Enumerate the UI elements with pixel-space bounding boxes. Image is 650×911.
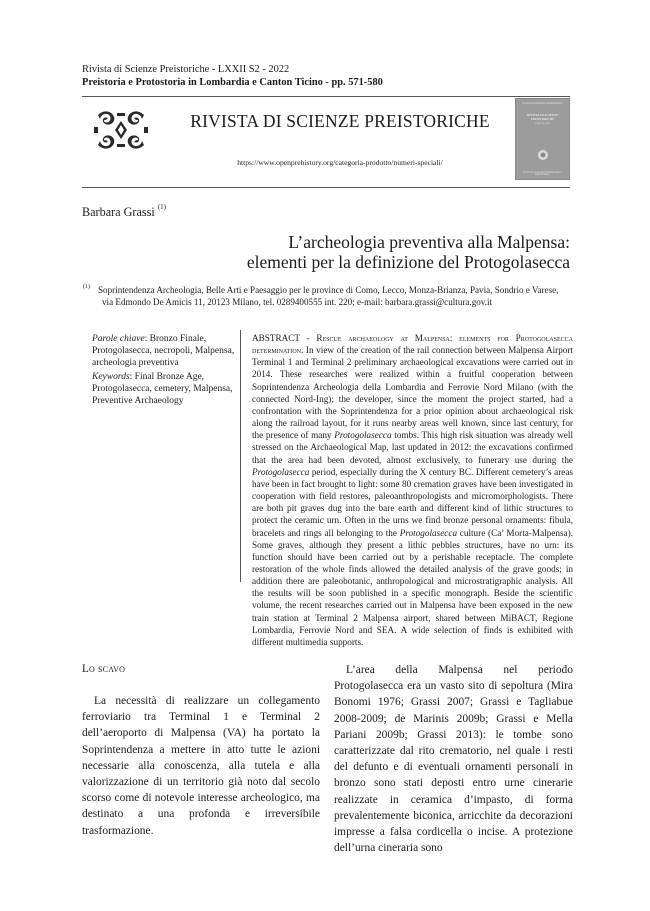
abstract [252, 332, 573, 648]
header-rule-bottom [82, 187, 570, 188]
affiliation [84, 284, 574, 308]
journal-cover-thumbnail [515, 98, 570, 180]
article-title-line-2: elementi per la definizione del Protogolasecca [246, 252, 570, 272]
abstract-text-1: In view of the creation of the rail connection between Malpensa Airport Terminal 1 and Terminal 2 preliminary archaeological excavations were carried out in 2014. These researches were realized within a fruitful cooperation between Soprintendenza Archeologia della Lombardia and Ferrovie Nord Milano (with the connected Nord-Ing); the developer, since the moment the project started, had a confrontation with the Soprintendenza for a prior opinion about archaeological risk along the railroad layout, for it runs nearby areas well known, since last century, for the presence of many [252, 345, 573, 441]
abstract-text-4: culture (Ca’ Morta-Malpensa). Some graves, although they present a lithic pebbles structures, have no urn: its function should have been carried out by a perishable receptacle. The complete restoration of the whole finds allowed the detailed analysis of the grave goods; in addition there are paleobotanic, anthropological and microstratigraphic analysis. All the results will be soon published in a specific monograph. Beside the scientific volume, the recent researches carried out in Malpensa have been exposed in the new train station at Terminal 2 Malpensa airport, shared between MiBACT, Regione Lombardia, Ferrovie Nord and SEA. A wide selection of finds is exhibited with different multimedia supports. [252, 527, 573, 647]
affiliation-line-2: via Edmondo De Amicis 11, 20123 Milano, tel. 0289400555 int. 220; e-mail: barbara.grassi@cultura.gov.it [102, 297, 493, 307]
journal-url: https://www.openprehistory.org/categoria-prodotto/numeri-speciali/ [237, 158, 443, 167]
abstract-term-1: Protogolasecca [334, 430, 392, 441]
running-header-journal: Rivista di Scienze Preistoriche - LXXII S2 - 2022 [82, 64, 290, 75]
journal-name: RIVISTA DI SCIENZE PREISTORICHE [190, 111, 490, 131]
keywords-divider [240, 330, 241, 582]
abstract-heading: Rescue archaeology at Malpensa: elements for Protogolasecca determination. [252, 333, 573, 356]
cover-subtitle: LXXII S2 - 2022 [534, 123, 550, 125]
abstract-text-2: tombs. This high risk situation was already well stressed on the Archaeological Map, last updated in 2012: the excavations confirmed that the area had been devoted, almost exclusively, to funerary use during the [252, 430, 573, 465]
journal-emblem-icon [92, 107, 150, 153]
keywords-english-label: Keywords [92, 372, 130, 382]
cover-emblem-icon [537, 149, 549, 161]
article-title-line-1: L’archeologia preventiva alla Malpensa: [288, 232, 570, 252]
keywords-english [92, 371, 238, 407]
article-title [160, 232, 570, 272]
cover-title: RIVISTA DI SCIENZE PREISTORICHE [526, 113, 559, 121]
header-rule-top [82, 96, 570, 97]
cover-footer: ISTITUTO ITALIANO DI PREISTORIA E PROTOSTORIA [523, 172, 562, 176]
keywords-english-text: : Final Bronze Age, Protogolasecca, cemetery, Malpensa, Preventive Archaeology [92, 372, 233, 406]
abstract-text-3: period, especially during the X century BC. Different cemetery’s areas have been in fact brought to light: some 80 cremation graves have been investigated in cooperation with field restores, paleoanthropologists and micromorphologists. There are both pit graves dug into the bare earth and different kind of lithic structures to protect the ceramic urn. Often in the urns we find bronze personal ornaments: fibula, bracelets and rings all belonging to the [252, 466, 573, 538]
body-paragraph-left: La necessità di realizzare un collegamento ferroviario tra Terminal 1 e Terminal 2 dell’aeroporto di Malpensa (VA) ha portato la Soprintendenza a mettere in atto tutte le azioni necessarie alla conoscenza, alla tutela e alla valorizzazione di un territorio già noto dal secolo scorso come di notevole interesse archeologico, ma destinato a una profonda e irreversibile trasformazione. [82, 695, 320, 837]
author-affiliation-mark: (1) [157, 203, 166, 211]
body-paragraph-right: L’area della Malpensa nel periodo Protogolasecca era un vasto sito di sepoltura (Mira Bonomi 1976; Grassi 2007; Grassi e Tagliabue 2008-2009; de Marinis 2009b; Grassi e Mella Pariani 2009b; Grassi 2013): le tombe sono caratterizzate dal rito crematorio, nel quale i resti del defunto e di eventuali ornamenti personali in bronzo sono stati deposti entro urne cinerarie realizzate in ceramica d’impasto, di forma prevalentemente biconica, arricchite da decorazioni impresse a falsa cordicella o incise. A protezione dell’urna cineraria sono [334, 664, 573, 855]
cover-top-text: RIVISTA DI SCIENZE PREISTORICHE [522, 102, 563, 105]
running-header-volume: Preistoria e Protostoria in Lombardia e Canton Ticino - pp. 571-580 [82, 77, 383, 88]
keywords-italian-text: : Bronzo Finale, Protogolasecca, necropoli, Malpensa, archeologia preventiva [92, 334, 235, 368]
abstract-term-3: Protogolasecca [399, 527, 458, 538]
affiliation-line-1: Soprintendenza Archeologia, Belle Arti e Paesaggio per le province di Como, Lecco, Monza-Brianza, Pavia, Sondrio e Varese, [98, 285, 559, 295]
keywords-italian [92, 333, 238, 369]
keywords-box [92, 333, 238, 407]
affiliation-mark: (1) [83, 284, 90, 290]
abstract-term-2: Protogolasecca [252, 466, 310, 477]
abstract-label: ABSTRACT - [252, 333, 317, 343]
author-line [82, 205, 166, 220]
keywords-italian-label: Parole chiave [92, 334, 145, 344]
body-column-left [82, 693, 320, 839]
section-heading: Lo scavo [82, 663, 126, 675]
author-name: Barbara Grassi [82, 205, 155, 219]
body-column-right [334, 662, 573, 856]
